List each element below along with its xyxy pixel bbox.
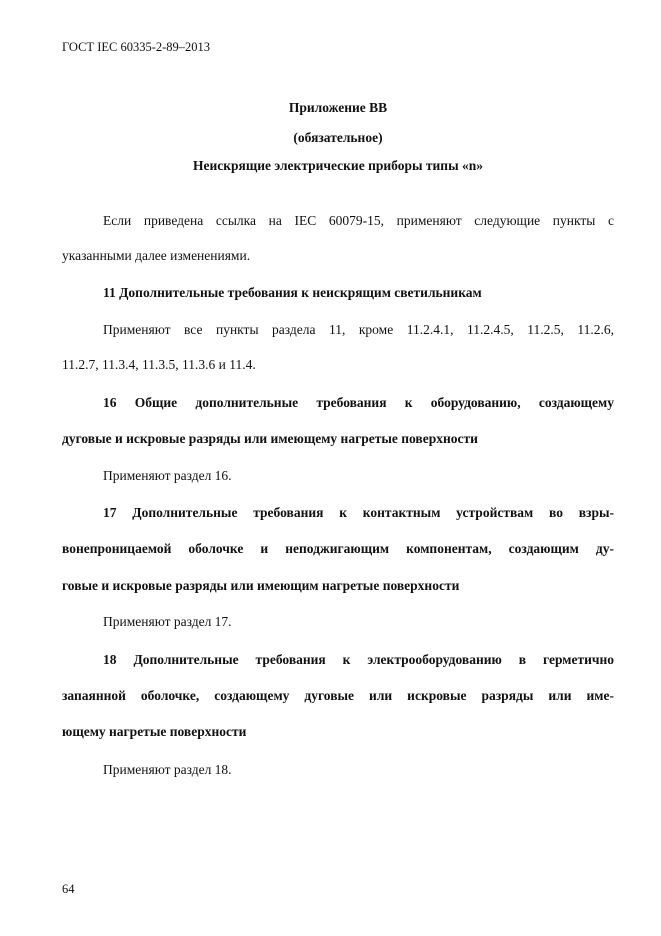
- section-11-body-1: Применяют все пункты раздела 11, кроме 11.2.4.1, 11.2.4.5, 11.2.5, 11.2.6,: [103, 322, 614, 337]
- section-11-heading: 11 Дополнительные требования к неискрящим светильникам: [103, 285, 482, 300]
- section-17-body: Применяют раздел 17.: [103, 614, 232, 629]
- section-17-heading-3: говые и искровые разряды или имеющим нагретые поверхности: [62, 578, 460, 593]
- annex-subtitle: Неискрящие электрические приборы типы «n»: [192, 158, 484, 173]
- section-17-heading-2: вонепроницаемой оболочке и неподжигающим компонентам, создающим ду-: [62, 541, 614, 556]
- intro-line-2: указанными далее изменениями.: [62, 248, 251, 263]
- document-header: ГОСТ IEC 60335-2-89–2013: [62, 40, 211, 54]
- section-16-heading-2: дуговые и искровые разряды или имеющему нагретые поверхности: [62, 431, 478, 446]
- section-18-body: Применяют раздел 18.: [103, 762, 232, 777]
- intro-line-1: Если приведена ссылка на IEC 60079-15, применяют следующие пункты с: [103, 213, 614, 228]
- section-18-heading-3: ющему нагретые поверхности: [62, 724, 247, 739]
- section-16-heading-1: 16 Общие дополнительные требования к оборудованию, создающему: [103, 395, 614, 410]
- page-number: 64: [62, 882, 75, 896]
- section-16-body: Применяют раздел 16.: [103, 468, 232, 483]
- annex-title: Приложение ВВ: [288, 100, 388, 115]
- section-11-body-2: 11.2.7, 11.3.4, 11.3.5, 11.3.6 и 11.4.: [62, 357, 256, 372]
- section-18-heading-2: запаянной оболочке, создающему дуговые или искровые разряды или име-: [62, 688, 614, 703]
- annex-status: (обязательное): [293, 130, 383, 145]
- section-17-heading-1: 17 Дополнительные требования к контактным устройствам во взры-: [103, 505, 614, 520]
- section-18-heading-1: 18 Дополнительные требования к электрооборудованию в герметично: [103, 652, 614, 667]
